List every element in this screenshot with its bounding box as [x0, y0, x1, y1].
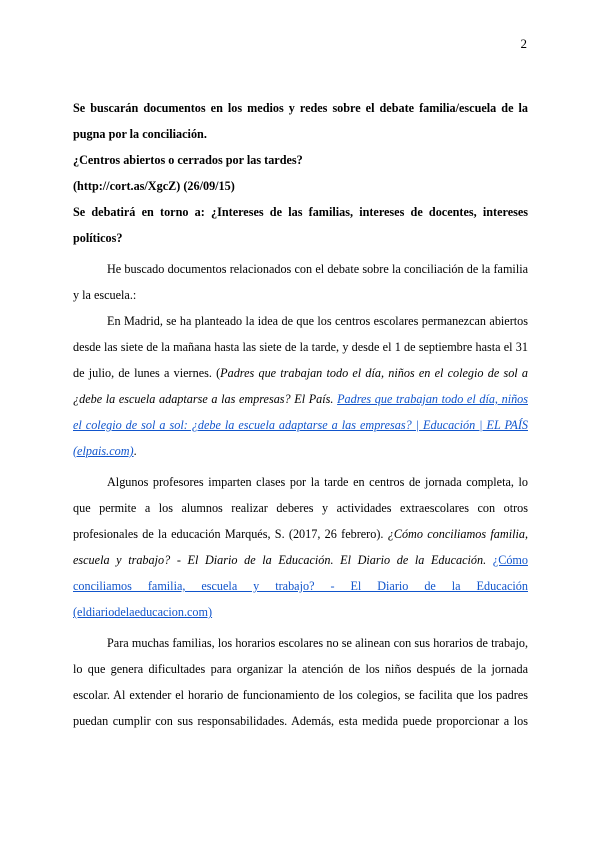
paragraph-4-line-4: puedan cumplir con sus responsabilidades. Además, esta medida puede proporcionar a los: [73, 714, 528, 728]
paragraph-3-text: profesionales de la educación Marqués, S. (2017, 26 febrero).: [73, 527, 384, 541]
article-title-elpais: Padres que trabajan todo el día, niños en el colegio de sol a: [220, 366, 528, 380]
paragraph-4-line-2: lo que genera dificultades para organizar la atención de los niños después de la jornada: [73, 662, 528, 676]
heading-question: ¿Centros abiertos o cerrados por las tardes?: [73, 153, 303, 167]
paragraph-2-line-3: [73, 360, 528, 386]
heading-line-1: Se buscarán documentos en los medios y redes sobre el debate familia/escuela de la: [73, 101, 528, 115]
paragraph-3-line-3: [73, 521, 528, 547]
page-number: 2: [520, 36, 527, 51]
paragraph-2-line-1: En Madrid, se ha planteado la idea de que los centros escolares permanezcan abiertos: [107, 314, 528, 328]
article-title-diario: ¿Cómo conciliamos familia,: [387, 527, 528, 541]
paragraph-3-line-1: Algunos profesores imparten clases por la tarde en centros de jornada completa, lo: [107, 475, 528, 489]
article-title-elpais-cont: ¿debe la escuela adaptarse a las empresas? El País.: [73, 392, 334, 406]
paragraph-2-line-2: desde las siete de la mañana hasta las siete de la tarde, y desde el 1 de septiembre hasta el 31: [73, 340, 528, 354]
paragraph-3-line-4: [73, 547, 528, 573]
paragraph-1-line-2: y la escuela.:: [73, 288, 137, 302]
paragraph-3-line-5: [73, 573, 528, 599]
debate-line-2: políticos?: [73, 231, 123, 245]
paragraph-2-line-6: [73, 438, 528, 464]
paragraph-2-line-4: [73, 386, 528, 412]
elpais-link-domain[interactable]: (elpais.com): [73, 444, 134, 458]
diario-link-domain[interactable]: (eldiariodelaeducacion.com): [73, 605, 213, 619]
document-body: [73, 95, 528, 734]
debate-line-1: Se debatirá en torno a: ¿Intereses de las familias, intereses de docentes, intereses: [73, 205, 528, 219]
paragraph-2-text: de julio, de lunes a viernes. (: [73, 366, 221, 380]
paragraph-4-line-1: Para muchas familias, los horarios escolares no se alinean con sus horarios de trabajo,: [107, 636, 528, 650]
paragraph-3-line-2: que permite a los alumnos realizar deberes y actividades extraescolares con otros: [73, 501, 528, 515]
diario-link-cont[interactable]: conciliamos familia, escuela y trabajo? - El Diario de la Educación: [73, 579, 528, 593]
article-title-diario-cont: escuela y trabajo? - El Diario de la Educación. El Diario de la Educación.: [73, 553, 487, 567]
diario-link[interactable]: ¿Cómo: [492, 553, 528, 567]
elpais-link-cont[interactable]: el colegio de sol a sol: ¿debe la escuela adaptarse a las empresas? | Educación | EL PAÍS: [73, 418, 528, 432]
heading-line-2: pugna por la conciliación.: [73, 127, 207, 141]
elpais-link[interactable]: Padres que trabajan todo el día, niños: [337, 392, 528, 406]
heading-reference: (http://cort.as/XgcZ) (26/09/15): [73, 179, 235, 193]
paragraph-4-line-3: escolar. Al extender el horario de funcionamiento de los colegios, se facilita que los padres: [73, 688, 528, 702]
paragraph-2-line-5: [73, 412, 528, 438]
paragraph-3-line-6: [73, 599, 528, 625]
paragraph-2-end: .: [133, 444, 137, 458]
paragraph-1-line-1: He buscado documentos relacionados con el debate sobre la conciliación de la familia: [107, 262, 528, 276]
